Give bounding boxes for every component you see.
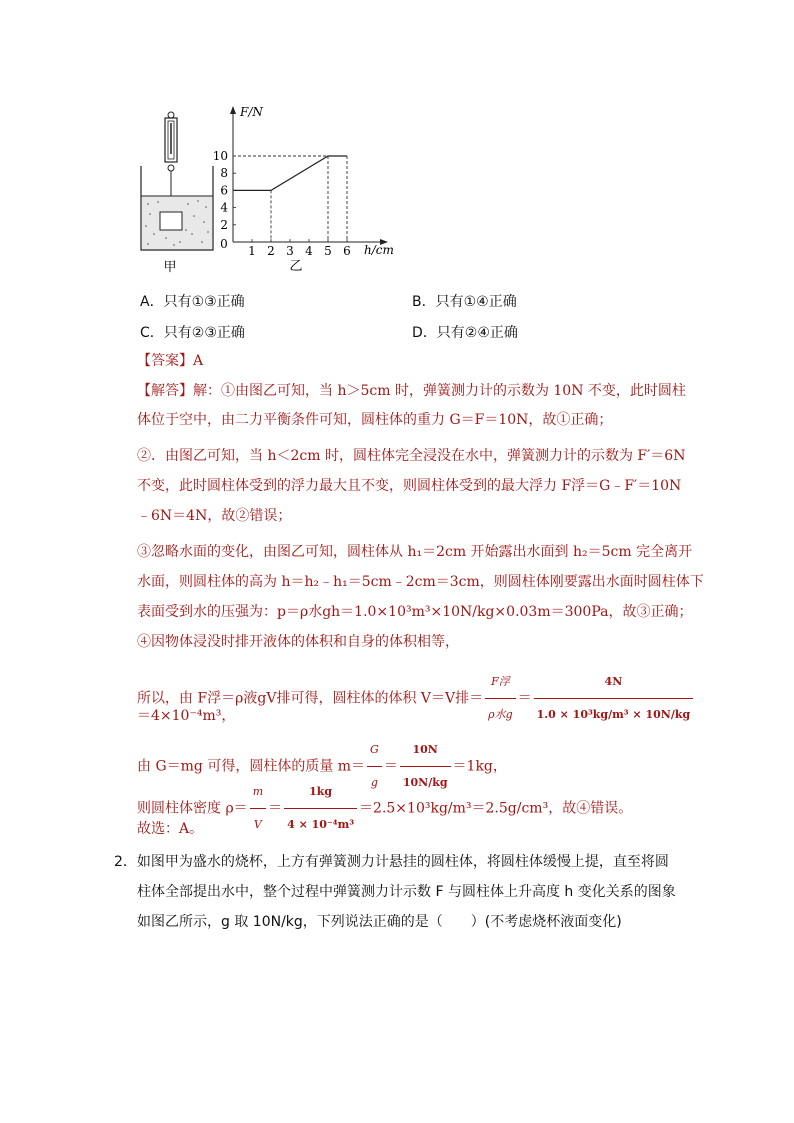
- analysis-line-10: 所以，由 F浮＝ρ液gV排可得，圆柱体的体积 V＝V排＝ $\frac{\text{F浮}}{\text{ρ水g}}$ ＝ $\frac{4N}{\text{1.0 × 10³kg/m³ × 10N/kg}}$: [137, 666, 695, 731]
- analysis-line-7: 水面，则圆柱体的高为 h＝h₂﹣h₁＝5cm﹣2cm＝3cm，则圆柱体刚要露出水面时圆柱体下: [137, 574, 704, 590]
- analysis-line-5: ﹣6N＝4N，故②错误；: [137, 508, 292, 524]
- y-axis-label: F/N: [240, 105, 263, 119]
- analysis-line-4: 不变，此时圆柱体受到的浮力最大且不变，则圆柱体受到的最大浮力 F浮＝G﹣F′＝10N: [137, 478, 682, 494]
- analysis-line-9: ④因物体浸没时排开液体的体积和自身的体积相等，: [137, 634, 459, 650]
- y-tick-label: 8: [220, 166, 228, 181]
- analysis-line-1: 【解答】解：①由图乙可知，当 h＞5cm 时，弹簧测力计的示数为 10N 不变，此时圆柱: [137, 383, 686, 399]
- series-line: [233, 156, 347, 190]
- analysis-line-11: ＝4×10⁻⁴m³，: [137, 708, 236, 724]
- x-tick-label: 5: [324, 244, 332, 258]
- fraction-density-value: $\frac{1kg}{\text{4 × 10⁻⁴m³}}$: [284, 776, 357, 841]
- x-axis-label: h/cm: [364, 243, 394, 257]
- analysis-line-12: 由 G＝mg 可得，圆柱体的质量 m＝ $\frac{G}{g}$ ＝ $\frac{10N}{10N/kg}$ ＝1kg，: [137, 734, 507, 799]
- fraction-mass: $\frac{G}{g}$: [367, 734, 382, 799]
- fraction-mass-value: $\frac{10N}{10N/kg}$: [400, 734, 451, 799]
- analysis-line-14: 故选：A。: [137, 821, 204, 837]
- option-c[interactable]: C．只有②③正确: [140, 325, 245, 341]
- x-tick-label: 0: [220, 237, 228, 251]
- graph: [213, 106, 388, 258]
- figure: [136, 104, 406, 284]
- analysis-line-8: 表面受到水的压强为：p＝ρ水gh＝1.0×10³m³×10N/kg×0.03m＝300Pa，故③正确；: [137, 604, 693, 620]
- left-caption: 甲: [163, 260, 177, 275]
- x-tick-label: 4: [305, 244, 313, 258]
- y-tick-label: 10: [212, 149, 228, 163]
- option-a[interactable]: A．只有①③正确: [140, 294, 245, 310]
- answer-line: [137, 351, 203, 371]
- answer-tag: 【答案】: [137, 353, 193, 369]
- fraction-volume-value: $\frac{4N}{\text{1.0 × 10³kg/m³ × 10N/kg}}$: [534, 666, 694, 731]
- answer-value: A: [193, 353, 204, 369]
- x-tick-label: 6: [343, 244, 351, 258]
- analysis-line-13: 则圆柱体密度 ρ＝ $\frac{m}{V}$ ＝ $\frac{1kg}{\text{4 × 10⁻⁴m³}}$ ＝2.5×10³kg/m³＝2.5g/cm³，故④错误。: [137, 776, 632, 841]
- y-tick-label: 2: [220, 217, 228, 232]
- question2-line-1: 2．如图甲为盛水的烧杯，上方有弹簧测力计悬挂的圆柱体，将圆柱体缓慢上提，直至将圆: [114, 854, 669, 870]
- analysis-line-6: ③忽略水面的变化，由图乙可知，圆柱体从 h₁＝2cm 开始露出水面到 h₂＝5cm 完全离开: [137, 544, 693, 560]
- analysis-line-3: ②．由图乙可知，当 h＜2cm 时，圆柱体完全浸没在水中，弹簧测力计的示数为 F′＝6N: [137, 448, 686, 464]
- x-tick-label: 1: [248, 244, 256, 258]
- question2-line-2: 柱体全部提出水中，整个过程中弹簧测力计示数 F 与圆柱体上升高度 h 变化关系的图象: [137, 884, 676, 900]
- analysis-line-2: 体位于空中，由二力平衡条件可知，圆柱体的重力 G＝F＝10N，故①正确；: [137, 412, 613, 428]
- option-b[interactable]: B．只有①④正确: [412, 294, 517, 310]
- x-tick-label: 2: [267, 244, 275, 258]
- analysis-tag: 【解答】: [137, 383, 193, 399]
- right-caption: 乙: [289, 259, 303, 274]
- option-d[interactable]: D．只有②④正确: [412, 325, 518, 341]
- y-tick-label: 4: [220, 200, 228, 215]
- question2-line-3: 如图乙所示，g 取 10N/kg，下列说法正确的是（ ）(不考虑烧杯液面变化): [137, 914, 622, 930]
- fraction-density: $\frac{m}{V}$: [250, 776, 266, 841]
- fraction-volume: $\frac{\text{F浮}}{\text{ρ水g}}$: [485, 666, 516, 731]
- y-tick-label: 6: [220, 183, 228, 198]
- x-tick-label: 3: [286, 244, 294, 258]
- beaker-diagram: [141, 112, 213, 250]
